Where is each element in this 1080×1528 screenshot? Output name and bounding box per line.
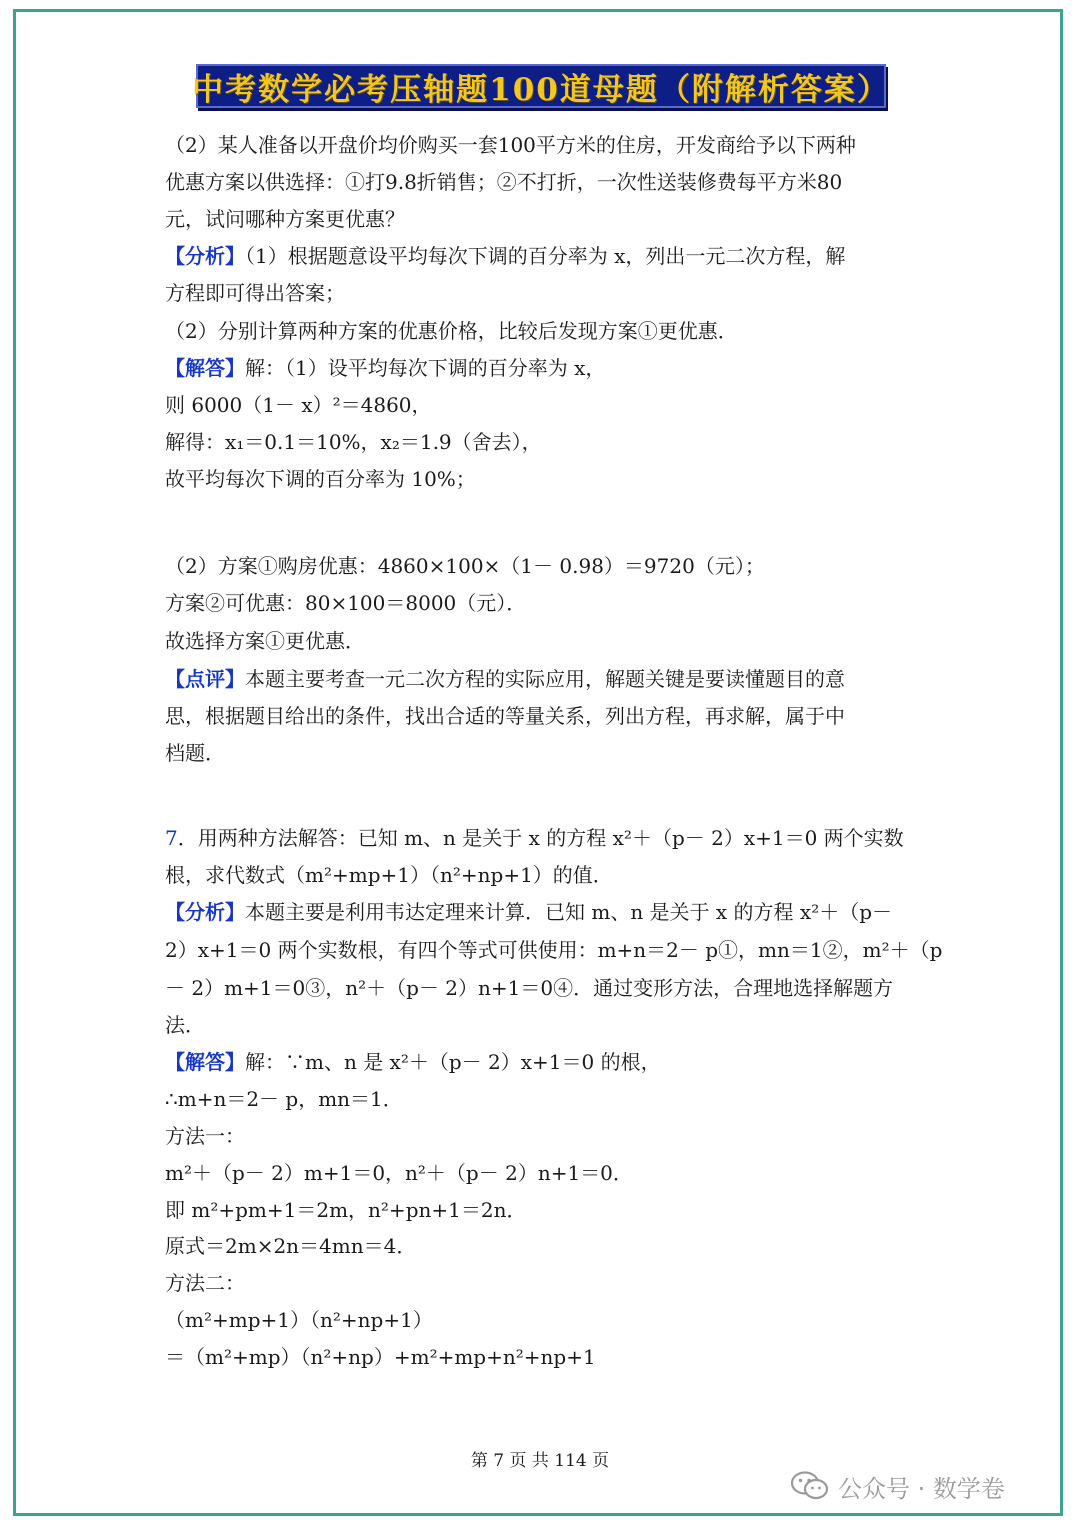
text-line: （2）分别计算两种方案的优惠价格，比较后发现方案①更优惠．: [165, 319, 738, 343]
watermark-text: 公众号 · 数学卷: [838, 1474, 1005, 1503]
text-line: 2）x+1＝0 两个实数根，有四个等式可供使用：m+n＝2－ p①，mn＝1②，m²＋（p: [165, 938, 943, 962]
text-line: 解得：x₁＝0.1＝10%，x₂＝1.9（舍去），: [165, 430, 542, 454]
wechat-icon: [790, 1470, 830, 1502]
text-line: 【解答】解：∵m、n 是 x²＋（p－ 2）x+1＝0 的根，: [165, 1050, 661, 1074]
title-banner: [192, 64, 890, 108]
text-line: 根，求代数式（m²+mp+1）（n²+np+1）的值．: [165, 863, 613, 887]
analysis-tag: 【分析】: [165, 900, 245, 924]
text-line: m²＋（p－ 2）m+1＝0，n²＋（p－ 2）n+1＝0．: [165, 1161, 633, 1185]
text-line: ＝（m²+mp）（n²+np）+m²+mp+n²+np+1: [165, 1345, 596, 1369]
text-line: 方程即可得出答案；: [165, 281, 345, 305]
text-line: 原式＝2m×2n＝4mn＝4．: [165, 1234, 417, 1258]
text-line: （2）方案①购房优惠：4860×100×（1－ 0.98）＝9720（元）；: [165, 554, 765, 578]
page-number: 第 7 页 共 114 页: [470, 1451, 610, 1471]
text-line: 【分析】本题主要是利用韦达定理来计算．已知 m、n 是关于 x 的方程 x²＋（p－: [165, 900, 893, 924]
text-line: 【解答】解：（1）设平均每次下调的百分率为 x，: [165, 356, 606, 380]
text-line: 则 6000（1－ x）²＝4860，: [165, 393, 432, 417]
text-line: 思，根据题目给出的条件，找出合适的等量关系，列出方程，再求解，属于中: [165, 704, 845, 728]
question-line: 7．用两种方法解答：已知 m、n 是关于 x 的方程 x²＋（p－ 2）x+1＝0 两个实数: [165, 826, 904, 850]
text-line: － 2）m+1＝0③，n²＋（p－ 2）n+1＝0④．通过变形方法，合理地选择解题方: [165, 976, 894, 1000]
text-line: 【分析】（1）根据题意设平均每次下调的百分率为 x，列出一元二次方程，解: [165, 244, 846, 268]
text-line: 元，试问哪种方案更优惠？: [165, 207, 405, 231]
analysis-tag: 【分析】: [165, 244, 245, 268]
text-line: 故平均每次下调的百分率为 10%；: [165, 467, 476, 491]
comment-tag: 【点评】: [165, 667, 245, 691]
watermark: [790, 1466, 1005, 1506]
text-line: （m²+mp+1）（n²+np+1）: [165, 1308, 433, 1332]
text-line: 故选择方案①更优惠．: [165, 629, 365, 653]
text-line: 方法一：: [165, 1124, 245, 1148]
text-line: 方法二：: [165, 1271, 245, 1295]
text-line: 档题．: [165, 741, 225, 765]
question-number: 7: [165, 826, 178, 850]
text-line: （2）某人准备以开盘价均价购买一套100平方米的住房，开发商给予以下两种: [165, 133, 856, 157]
text-line: 即 m²+pm+1＝2m，n²+pn+1＝2n．: [165, 1198, 527, 1222]
text-line: ∴m+n＝2－ p，mn＝1．: [165, 1087, 403, 1111]
text-line: 方案②可优惠：80×100＝8000（元）．: [165, 591, 527, 615]
text-line: 【点评】本题主要考查一元二次方程的实际应用，解题关键是要读懂题目的意: [165, 667, 845, 691]
solution-tag: 【解答】: [165, 1050, 245, 1074]
page-title: 中考数学必考压轴题100道母题（附解析答案）: [192, 71, 890, 108]
text-line: 法．: [165, 1013, 205, 1037]
solution-tag: 【解答】: [165, 356, 245, 380]
text-line: 优惠方案以供选择：①打9.8折销售；②不打折，一次性送装修费每平方米80: [165, 170, 843, 194]
